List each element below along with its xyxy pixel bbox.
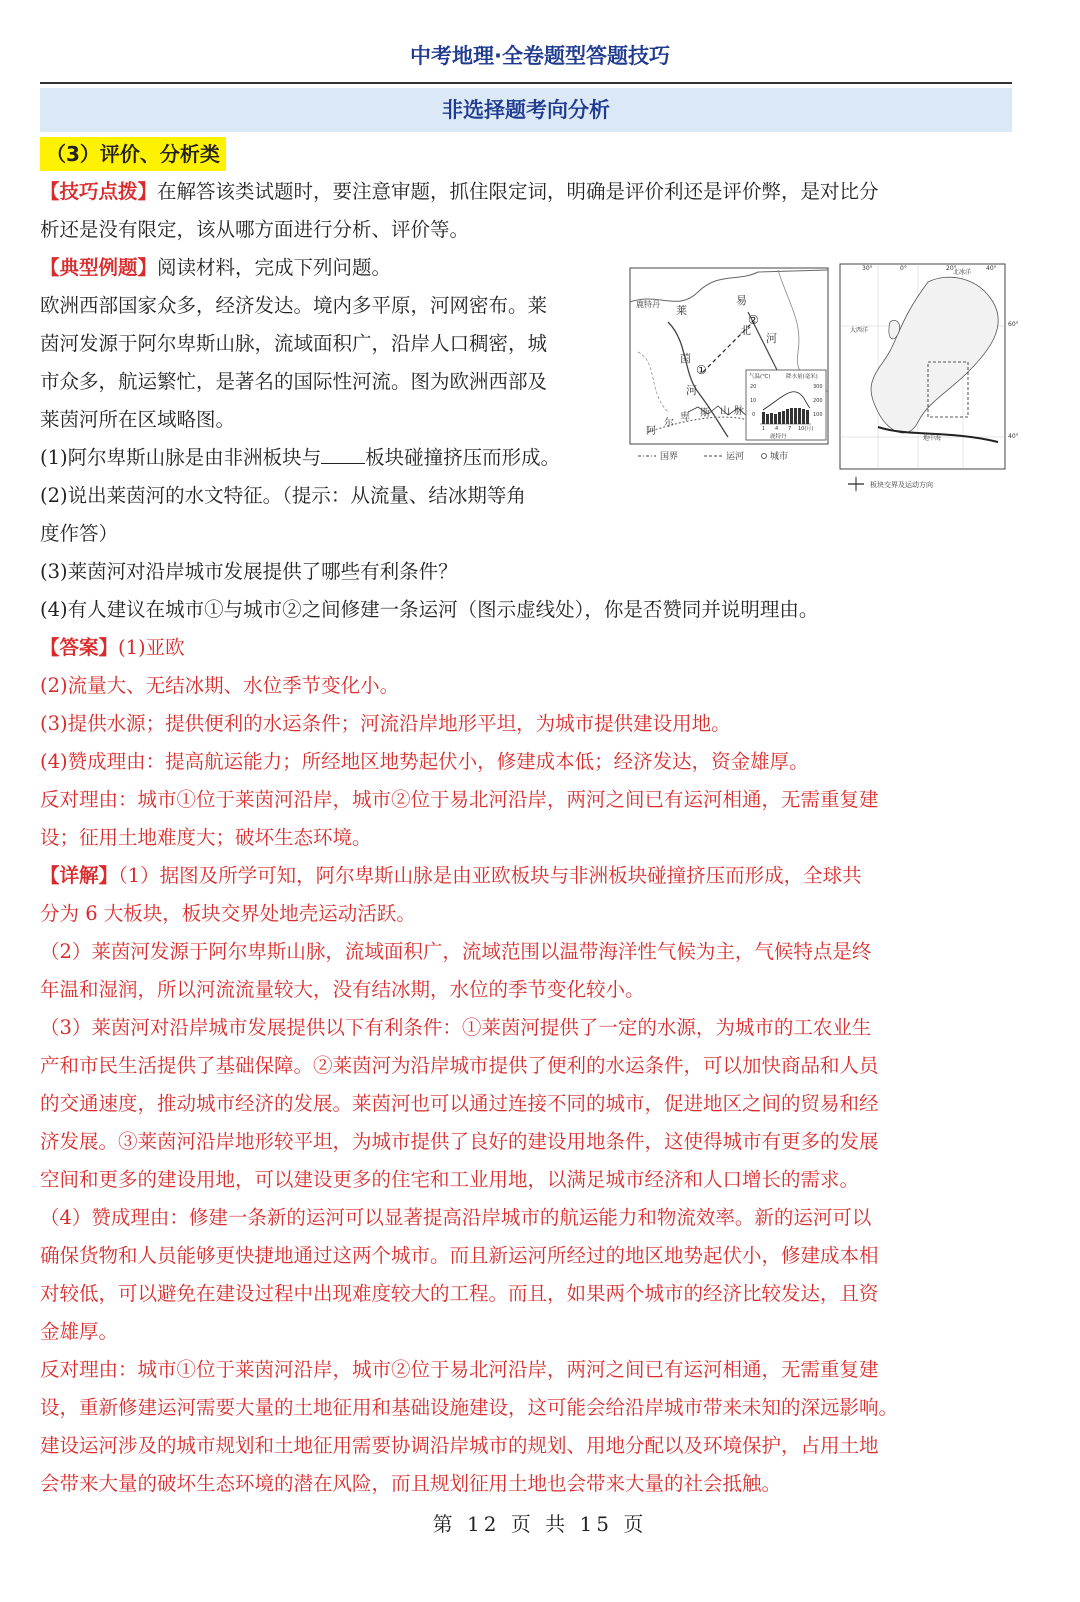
svg-text:7: 7	[788, 426, 792, 432]
detail-line: 金雄厚。	[40, 1320, 119, 1343]
svg-text:国界: 国界	[660, 452, 679, 462]
material-line: 莱茵河所在区域略图。	[40, 408, 236, 431]
map-label: 阿	[646, 426, 656, 437]
detail-line: 对较低，可以避免在建设过程中出现难度较大的工程。而且，如果两个城市的经济比较发达，且资	[40, 1282, 879, 1305]
map-legend	[638, 450, 788, 462]
detail-line: 空间和更多的建设用地，可以建设更多的住宅和工业用地，以满足城市经济和人口增长的需求。	[40, 1168, 860, 1191]
material-line: 茵河发源于阿尔卑斯山脉，流域面积广，沿岸人口稠密，城	[40, 332, 548, 355]
category-heading: （3）评价、分析类	[40, 137, 226, 171]
question-1: (1)阿尔卑斯山脉是由非洲板块与 板块碰撞挤压而形成。	[40, 443, 560, 473]
detail-line: 年温和湿润，所以河流流量较大，没有结冰期，水位的季节变化较小。	[40, 978, 645, 1001]
svg-text:60°: 60°	[1008, 321, 1019, 328]
detail-line: 的交通速度，推动城市经济的发展。莱茵河也可以通过连接不同的城市，促进地区之间的贸易和经	[40, 1092, 879, 1115]
map-label: 卑	[680, 412, 690, 423]
svg-text:40°: 40°	[1008, 433, 1019, 440]
svg-text:10: 10	[750, 398, 757, 404]
answer-blank	[321, 443, 365, 464]
city-1-marker: ①	[696, 363, 707, 377]
svg-text:100: 100	[813, 412, 823, 418]
question-2-line-1: (2)说出莱茵河的水文特征。（提示：从流量、结冰期等角	[40, 484, 526, 507]
tip-line-1: 【技巧点拨】在解答该类试题时，要注意审题，抓住限定词，明确是评价利还是评价弊，是对比分	[40, 180, 879, 203]
svg-text:20°: 20°	[946, 265, 957, 272]
page-number: 第 12 页 共 15 页	[432, 1512, 648, 1536]
answer-2: (2)流量大、无结冰期、水位季节变化小。	[40, 674, 400, 697]
svg-text:30°: 30°	[862, 265, 873, 272]
map-label: 鹿特丹	[636, 300, 660, 309]
material-line: 市众多，航运繁忙，是著名的国际性河流。图为欧洲西部及	[40, 370, 548, 393]
detail-line: 分为 6 大板块，板块交界处地壳运动活跃。	[40, 902, 416, 925]
rhine-region-map	[630, 268, 828, 462]
example-tag: 【典型例题】	[40, 256, 158, 279]
map-label: 地中海	[923, 435, 942, 442]
answer-oppose-2: 设；征用土地难度大；破坏生态环境。	[40, 826, 372, 849]
map-label: 脉	[734, 406, 744, 417]
detail-line: 建设运河涉及的城市规划和土地征用需要协调沿岸城市的规划、用地分配以及环境保护，占用土地	[40, 1434, 879, 1457]
svg-text:城市: 城市	[770, 452, 789, 462]
answer-tag: 【答案】	[40, 636, 119, 659]
svg-text:4: 4	[775, 426, 779, 432]
detail-line: （4）赞成理由：修建一条新的运河可以显著提高沿岸城市的航运能力和物流效率。新的运河可以	[40, 1206, 872, 1229]
detail-line: 【详解】（1）据图及所学可知，阿尔卑斯山脉是由亚欧板块与非洲板块碰撞挤压而形成，全球共	[40, 864, 862, 887]
svg-text:板块交界及运动方向: 板块交界及运动方向	[870, 481, 933, 489]
tip-tag: 【技巧点拨】	[40, 180, 158, 203]
section-banner: 非选择题考向分析	[40, 88, 1012, 132]
answer-3: (3)提供水源；提供便利的水运条件；河流沿岸地形平坦，为城市提供建设用地。	[40, 712, 731, 735]
answer-oppose-1: 反对理由：城市①位于莱茵河沿岸，城市②位于易北河沿岸，两河之间已有运河相通，无需重复建	[40, 788, 879, 811]
svg-text:运河: 运河	[726, 452, 745, 462]
map-label: 斯	[700, 408, 710, 419]
header-divider	[40, 82, 1012, 84]
city-2-marker: ②	[748, 313, 759, 327]
detail-line: （2）莱茵河发源于阿尔卑斯山脉，流域面积广，流域范围以温带海洋性气候为主，气候特点是终	[40, 940, 872, 963]
example-intro: 【典型例题】阅读材料，完成下列问题。	[40, 256, 392, 279]
svg-text:300: 300	[813, 384, 823, 390]
svg-text:降水量(毫米): 降水量(毫米)	[786, 374, 818, 380]
svg-text:10(月): 10(月)	[798, 426, 814, 432]
svg-text:气温(℃): 气温(℃)	[749, 374, 771, 380]
page-header-title: 中考地理·全卷题型答题技巧	[410, 44, 670, 68]
detail-line: 设，重新修建运河需要大量的土地征用和基础设施建设，这可能会给沿岸城市带来未知的深远影响。	[40, 1396, 899, 1419]
detail-line: 产和市民生活提供了基础保障。②莱茵河为沿岸城市提供了便利的水运条件，可以加快商品和人员	[40, 1054, 879, 1077]
material-line: 欧洲西部国家众多，经济发达。境内多平原，河网密布。莱	[40, 294, 548, 317]
map-label: 易	[736, 294, 747, 307]
detail-line: 济发展。③莱茵河沿岸地形较平坦，为城市提供了良好的建设用地条件，这使得城市有更多的发展	[40, 1130, 879, 1153]
question-3: (3)莱茵河对沿岸城市发展提供了哪些有利条件？	[40, 560, 458, 583]
question-2-line-2: 度作答）	[40, 522, 119, 545]
svg-text:0: 0	[752, 412, 756, 418]
tip-line-2: 析还是没有限定，该从哪方面进行分析、评价等。	[40, 218, 470, 241]
detail-tag: 【详解】	[40, 864, 119, 887]
answer-1: 【答案】(1)亚欧	[40, 636, 185, 659]
svg-text:0°: 0°	[900, 265, 907, 272]
svg-text:200: 200	[813, 398, 823, 404]
europe-rhine-map-figure	[628, 262, 1023, 497]
map-label: 河	[686, 384, 697, 397]
map-label: 山	[720, 406, 730, 417]
plate-boundary-legend	[848, 477, 933, 491]
svg-text:40°: 40°	[986, 265, 997, 272]
map-label: 北	[740, 324, 751, 337]
svg-text:鹿特丹: 鹿特丹	[770, 434, 787, 440]
map-label: 莱	[676, 304, 687, 317]
map-label: 河	[766, 332, 777, 345]
detail-line: 反对理由：城市①位于莱茵河沿岸，城市②位于易北河沿岸，两河之间已有运河相通，无需重复建	[40, 1358, 879, 1381]
detail-line: 会带来大量的破坏生态环境的潜在风险，而且规划征用土地也会带来大量的社会抵触。	[40, 1472, 782, 1495]
answer-4: (4)赞成理由：提高航运能力；所经地区地势起伏小，修建成本低；经济发达，资金雄厚。	[40, 750, 809, 773]
question-4: (4)有人建议在城市①与城市②之间修建一条运河（图示虚线处），你是否赞同并说明理由。	[40, 598, 819, 621]
map-label: 尔	[664, 418, 674, 429]
map-label: 茵	[680, 352, 691, 365]
svg-text:1: 1	[762, 426, 766, 432]
map-label: 大西洋	[850, 327, 869, 334]
map-label: 北冰洋	[953, 269, 972, 276]
detail-line: 确保货物和人员能够更快捷地通过这两个城市。而且新运河所经过的地区地势起伏小，修建成本相	[40, 1244, 879, 1267]
europe-plate-map	[840, 264, 1019, 491]
svg-text:20: 20	[750, 384, 757, 390]
detail-line: （3）莱茵河对沿岸城市发展提供以下有利条件：①莱茵河提供了一定的水源，为城市的工农业生	[40, 1016, 872, 1039]
rotterdam-climate-chart	[746, 370, 826, 440]
